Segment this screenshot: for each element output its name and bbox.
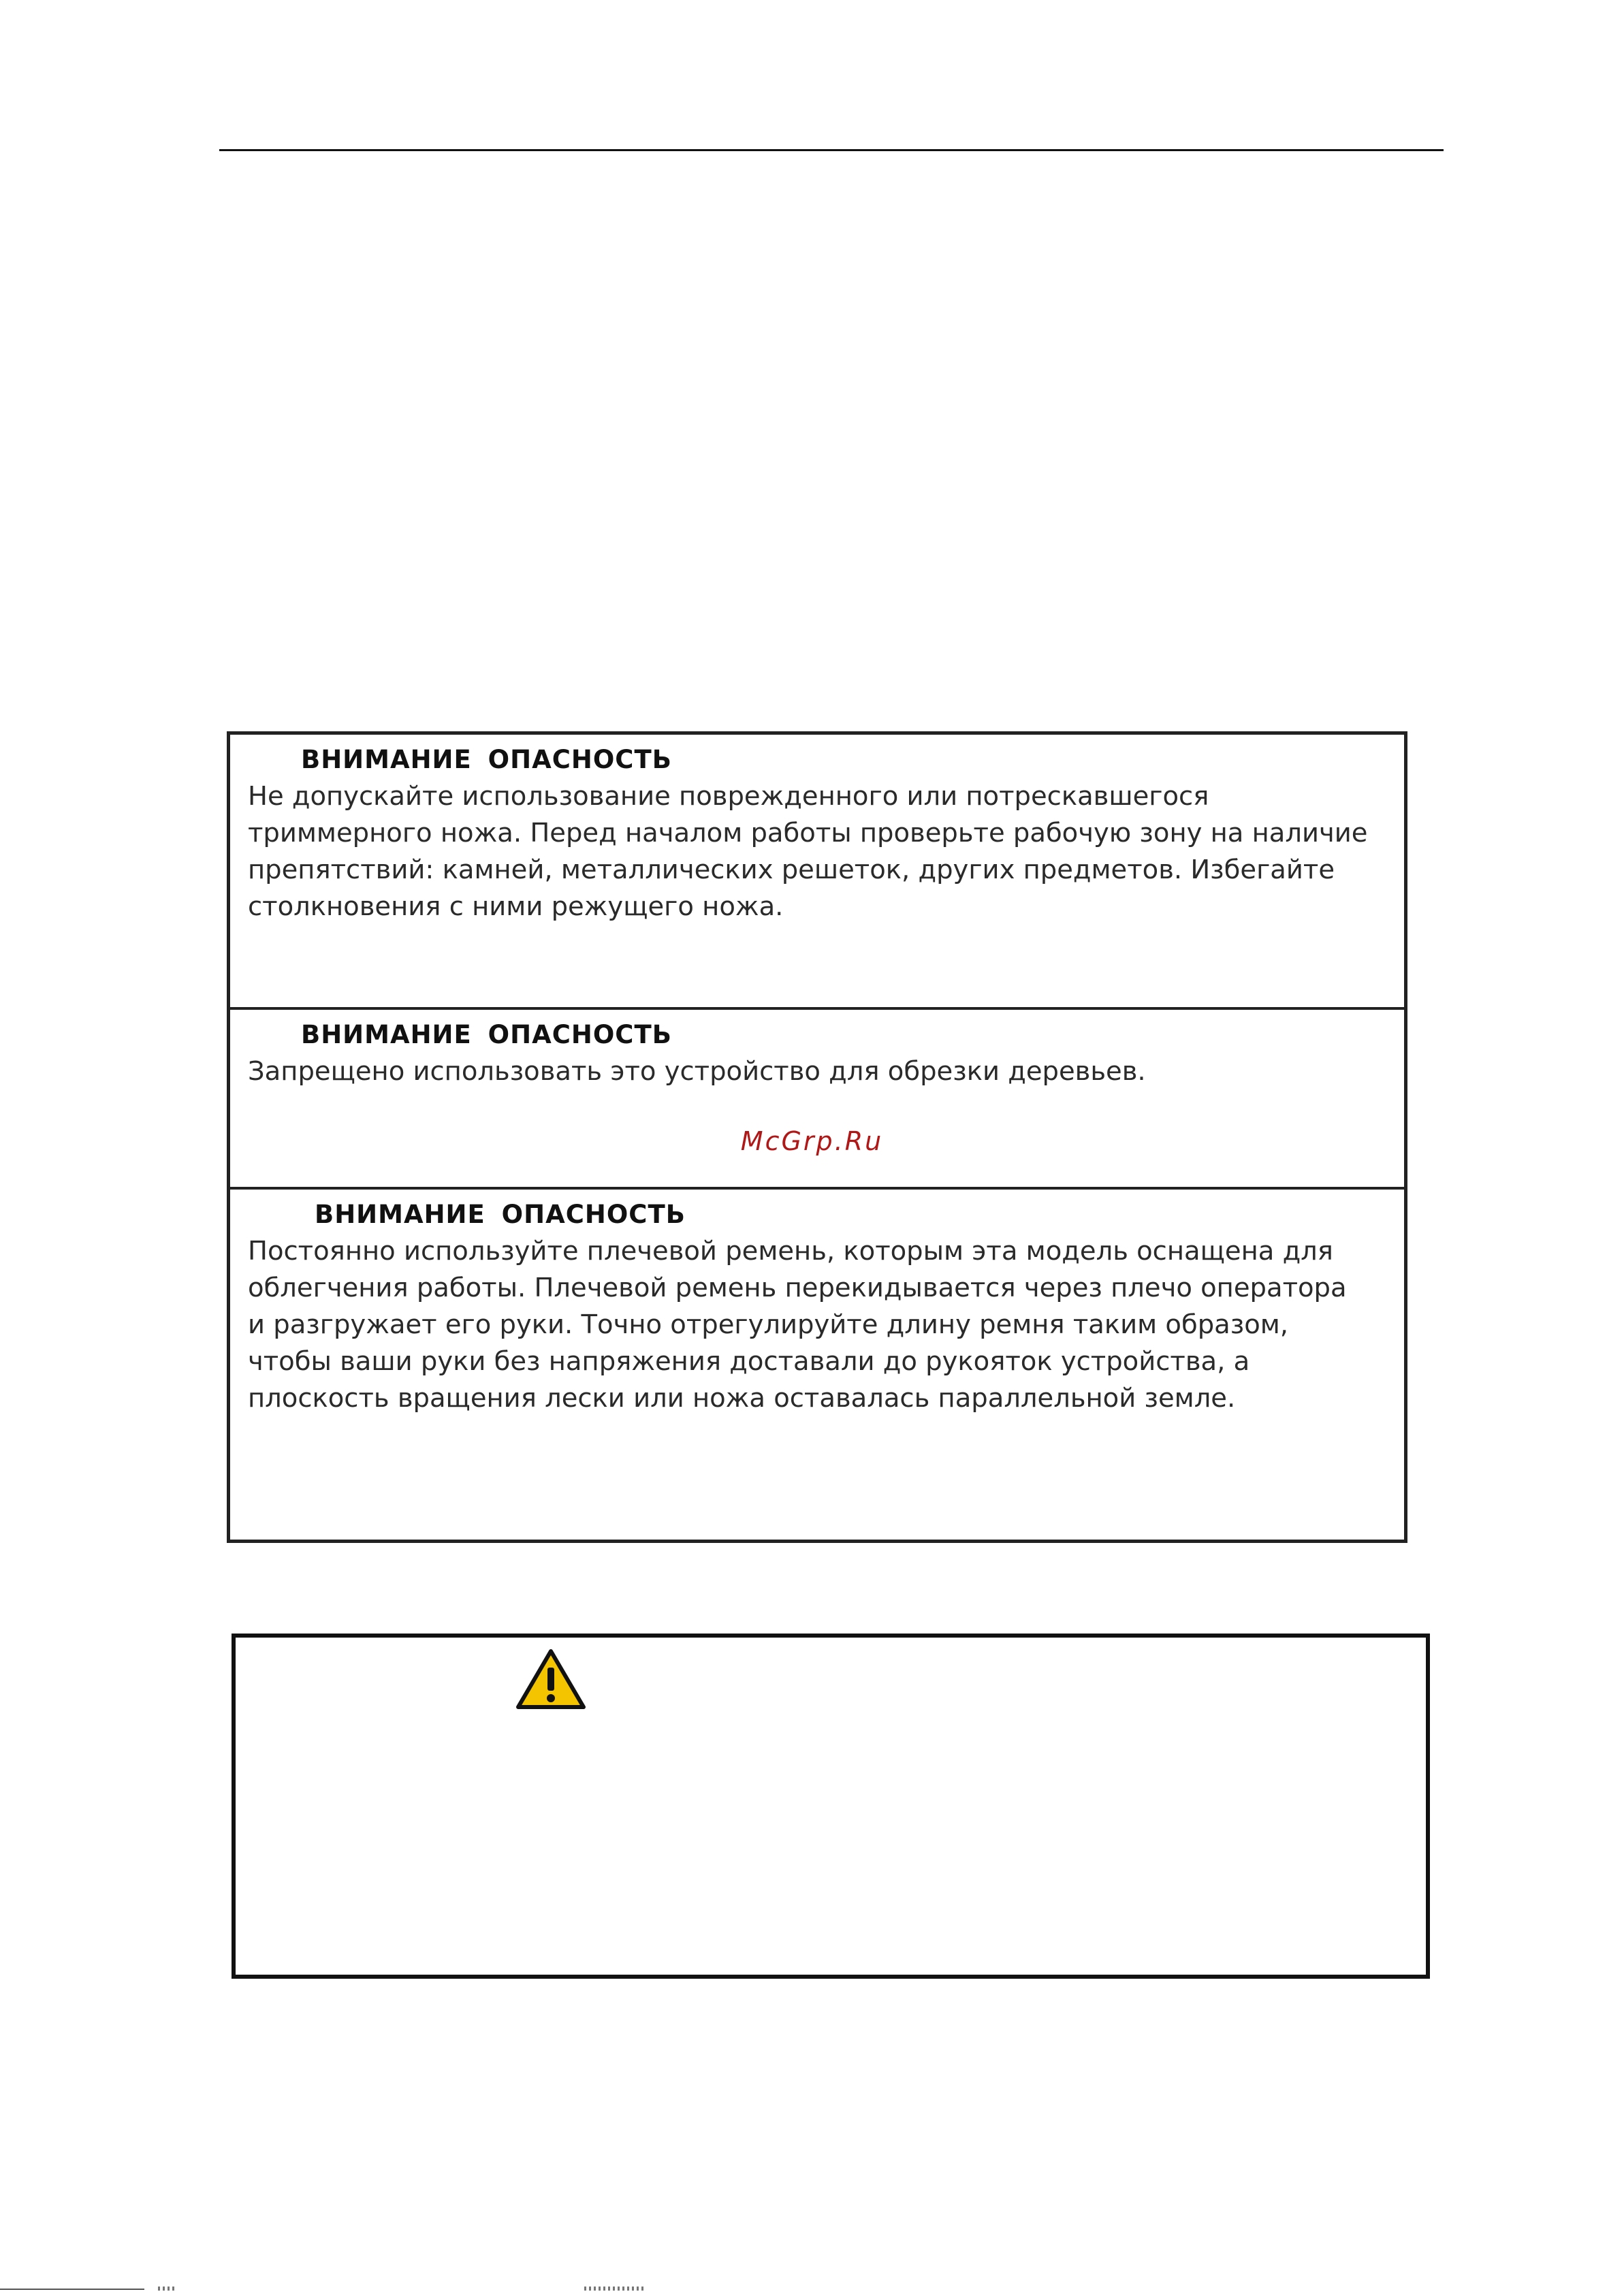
warning-line: облегчения работы. Плечевой ремень перекидывается через плечо оператора (248, 1273, 1347, 1303)
warning-section-2 (230, 1007, 1404, 1187)
warning-line: столкновения с ними режущего ножа. (248, 891, 784, 922)
watermark: McGrp.Ru (740, 1126, 884, 1156)
warning-line: чтобы ваши руки без напряжения доставали до рукояток устройства, а (248, 1346, 1250, 1377)
warning-title: ВНИМАНИЕ ОПАСНОСТЬ (301, 1020, 672, 1049)
caution-box (232, 1634, 1430, 1979)
warning-section-3 (230, 1187, 1404, 1540)
warning-title: ВНИМАНИЕ ОПАСНОСТЬ (301, 745, 672, 774)
warning-line: Запрещено использовать это устройство для обрезки деревьев. (248, 1056, 1146, 1087)
warning-line: Не допускайте использование поврежденного или потрескавшегося (248, 781, 1209, 812)
warning-section-1 (230, 735, 1404, 1007)
warning-line: Постоянно используйте плечевой ремень, которым эта модель оснащена для (248, 1236, 1333, 1267)
warning-line: препятствий: камней, металлических решеток, других предметов. Избегайте (248, 855, 1335, 885)
footer-dots (158, 2287, 177, 2291)
footer-dots (584, 2287, 646, 2291)
warning-line: плоскость вращения лески или ножа оставалась параллельной земле. (248, 1383, 1236, 1414)
warning-title: ВНИМАНИЕ ОПАСНОСТЬ (315, 1200, 686, 1229)
header-rule (219, 149, 1444, 151)
warning-triangle-icon (515, 1647, 587, 1711)
warning-line: и разгружает его руки. Точно отрегулируйте длину ремня таким образом, (248, 1309, 1289, 1340)
warning-line: триммерного ножа. Перед началом работы проверьте рабочую зону на наличие (248, 818, 1368, 848)
page-footer-marks (0, 2284, 1624, 2294)
footer-line (0, 2289, 144, 2290)
